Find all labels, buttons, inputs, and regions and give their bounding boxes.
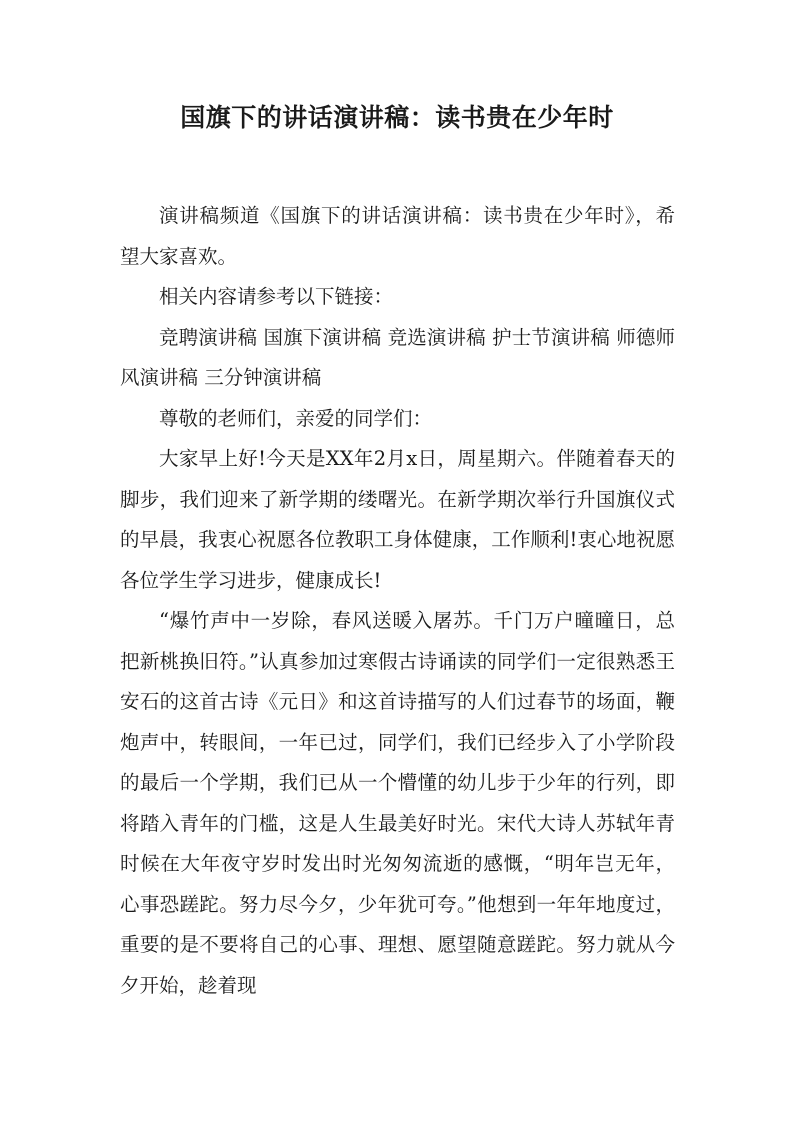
- document-body: [120, 196, 675, 1006]
- paragraph-intro: 演讲稿频道《国旗下的讲话演讲稿：读书贵在少年时》，希望大家喜欢。: [120, 204, 675, 268]
- paragraph-greeting: 大家早上好!今天是XX年2月x日，周星期六。伴随着春天的脚步，我们迎来了新学期的缕曙光。在新学期次举行升国旗仪式的早晨，我衷心祝愿各位教职工身体健康，工作顺利!衷心地祝愿各位学生学习进步，健康成长!: [120, 447, 675, 592]
- paragraph-salutation: 尊敬的老师们，亲爱的同学们：: [159, 406, 433, 430]
- document-title: 国旗下的讲话演讲稿：读书贵在少年时: [180, 103, 614, 132]
- paragraph-related-links-label: 相关内容请参考以下链接：: [159, 285, 394, 308]
- paragraph-related-links: 竞聘演讲稿 国旗下演讲稿 竞选演讲稿 护士节演讲稿 师德师风演讲稿 三分钟演讲稿: [120, 325, 675, 389]
- paragraph-poem-reflection: “爆竹声中一岁除，春风送暖入屠苏。千门万户曈曈日，总把新桃换旧符。”认真参加过寒假古诗诵读的同学们一定很熟悉王安石的这首古诗《元日》和这首诗描写的人们过春节的场面，鞭炮声中，转眼间，一年已过，同学们，我们已经步入了小学阶段的最后一个学期，我们已从一个懵懂的幼儿步于少年的行列，即将踏入青年的门槛，这是人生最美好时光。宋代大诗人苏轼年青时候在大年夜守岁时发出时光匆匆流逝的感慨，“明年岂无年，心事恐蹉跎。努力尽今夕，少年犹可夸。”他想到一年年地度过，重要的是不要将自己的心事、理想、愿望随意蹉跎。努力就从今夕开始，趁着现: [120, 609, 675, 997]
